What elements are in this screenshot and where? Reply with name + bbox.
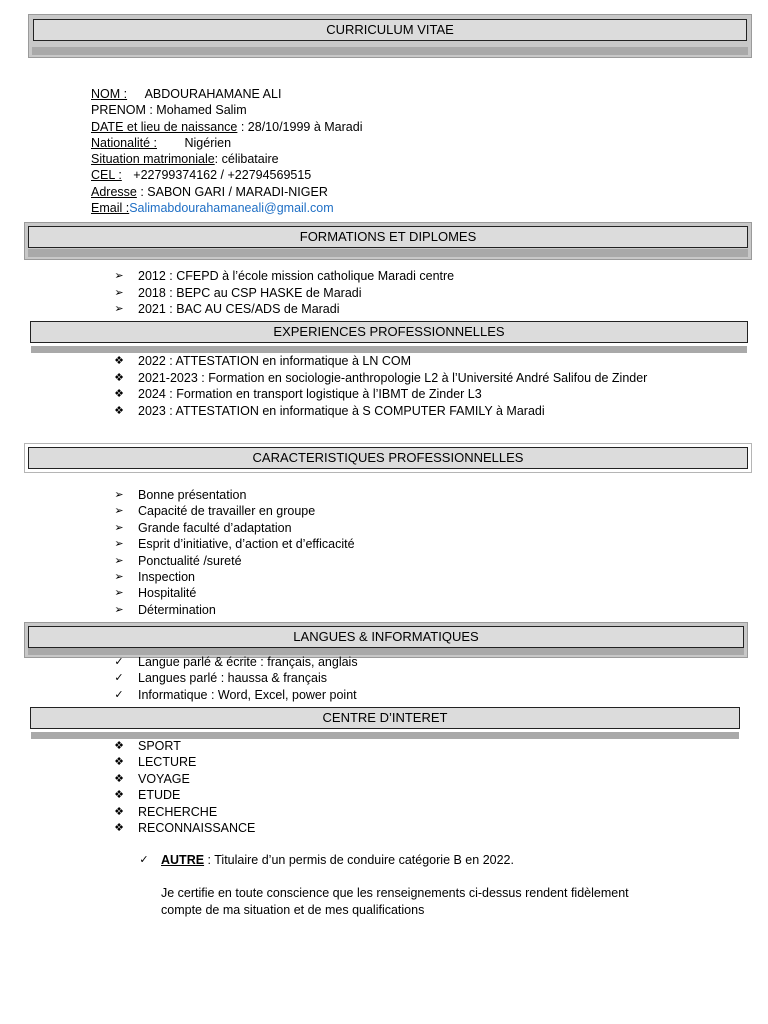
list-item: RECONNAISSANCE <box>138 821 256 835</box>
list-item: Langues parlé : haussa & français <box>138 671 328 686</box>
certification-line-2: compte de ma situation et de mes qualifications <box>161 903 425 917</box>
list-item: LECTURE <box>138 755 197 770</box>
arrow-bullet-icon: ➢ <box>114 285 124 299</box>
list-item: SPORT <box>138 739 181 753</box>
formations-banner <box>24 222 752 260</box>
list-item: 2021 : BAC AU CES/ADS de Maradi <box>138 302 340 316</box>
caracteristiques-title: CARACTERISTIQUES PROFESSIONNELLES <box>28 447 748 469</box>
adresse-label: Adresse <box>91 185 137 199</box>
naissance-label: DATE et lieu de naissance <box>91 120 238 134</box>
diamond-bullet-icon: ❖ <box>114 755 124 769</box>
situation-line <box>91 151 279 167</box>
arrow-bullet-icon: ➢ <box>114 488 124 501</box>
list-item: Détermination <box>138 602 216 617</box>
list-item: Bonne présentation <box>138 488 247 502</box>
nationalite-value: Nigérien <box>184 136 232 150</box>
list-item: Inspection <box>138 570 195 584</box>
diamond-bullet-icon: ❖ <box>114 804 124 818</box>
check-icon: ✓ <box>114 671 124 685</box>
diamond-bullet-icon: ❖ <box>114 403 124 417</box>
cel-label: CEL : <box>91 168 122 182</box>
prenom-value: Mohamed Salim <box>156 103 247 117</box>
diamond-bullet-icon: ❖ <box>114 821 124 834</box>
email-link[interactable]: Salimabdourahamaneali@gmail.com <box>129 201 334 215</box>
cel-line <box>91 167 311 183</box>
autre-text: : Titulaire d’un permis de conduire catégorie B en 2022. <box>204 853 514 867</box>
list-item: VOYAGE <box>138 771 190 786</box>
list-item: 2021-2023 : Formation en sociologie-anthropologie L2 à l’Université André Salifou de Zinder <box>138 370 648 385</box>
naissance-line <box>91 119 362 135</box>
arrow-bullet-icon: ➢ <box>114 537 124 551</box>
banner-shade <box>32 47 748 55</box>
title-banner <box>28 14 752 58</box>
diamond-bullet-icon: ❖ <box>114 387 124 400</box>
list-item: ETUDE <box>138 788 181 803</box>
arrow-bullet-icon: ➢ <box>114 553 124 567</box>
list-item: Informatique : Word, Excel, power point <box>138 687 357 702</box>
adresse-line <box>91 184 328 200</box>
list-item: RECHERCHE <box>138 804 218 819</box>
autre-label: AUTRE <box>161 853 205 867</box>
list-item: Grande faculté d’adaptation <box>138 520 292 535</box>
diamond-bullet-icon: ❖ <box>114 354 124 367</box>
email-line <box>91 200 334 216</box>
arrow-bullet-icon: ➢ <box>114 586 124 600</box>
list-item: 2018 : BEPC au CSP HASKE de Maradi <box>138 285 362 300</box>
autre-line <box>161 852 514 868</box>
list-item: Esprit d’initiative, d’action et d’efficacité <box>138 537 355 552</box>
list-item: Langue parlé & écrite : français, anglais <box>138 655 358 669</box>
banner-shade <box>31 346 747 353</box>
prenom-label: PRENOM : <box>91 103 153 117</box>
list-item: 2024 : Formation en transport logistique à l’IBMT de Zinder L3 <box>138 387 482 401</box>
arrow-bullet-icon: ➢ <box>114 302 124 315</box>
experiences-title: EXPERIENCES PROFESSIONNELLES <box>30 321 748 343</box>
check-icon: ✓ <box>139 853 149 866</box>
arrow-bullet-icon: ➢ <box>114 570 124 583</box>
banner-shade <box>28 249 748 257</box>
experiences-banner <box>28 319 750 353</box>
nom-value: ABDOURAHAMANE ALI <box>144 87 282 101</box>
certification-line-1: Je certifie en toute conscience que les renseignements ci-dessus rendent fidèlement <box>161 886 629 900</box>
list-item: 2023 : ATTESTATION en informatique à S COMPUTER FAMILY à Maradi <box>138 403 545 418</box>
situation-label: Situation matrimoniale <box>91 152 215 166</box>
list-item: Hospitalité <box>138 586 197 601</box>
adresse-value: : SABON GARI / MARADI-NIGER <box>140 185 328 199</box>
formations-title: FORMATIONS ET DIPLOMES <box>28 226 748 248</box>
arrow-bullet-icon: ➢ <box>114 602 124 616</box>
arrow-bullet-icon: ➢ <box>114 269 124 282</box>
list-item: 2022 : ATTESTATION en informatique à LN COM <box>138 354 412 368</box>
nom-label: NOM : <box>91 87 128 101</box>
arrow-bullet-icon: ➢ <box>114 520 124 534</box>
prenom-line <box>91 102 247 118</box>
email-label: Email : <box>91 201 130 215</box>
arrow-bullet-icon: ➢ <box>114 504 124 518</box>
nationalite-line <box>91 135 231 151</box>
cel-value: +22799374162 / +22794569515 <box>133 168 312 182</box>
diamond-bullet-icon: ❖ <box>114 771 124 785</box>
list-item: Capacité de travailler en groupe <box>138 504 316 519</box>
langues-banner <box>24 622 748 658</box>
langues-title: LANGUES & INFORMATIQUES <box>28 626 744 648</box>
check-icon: ✓ <box>114 655 124 668</box>
check-icon: ✓ <box>114 687 124 701</box>
naissance-value: : 28/10/1999 à Maradi <box>240 120 363 134</box>
list-item: Ponctualité /sureté <box>138 553 242 568</box>
diamond-bullet-icon: ❖ <box>114 788 124 802</box>
diamond-bullet-icon: ❖ <box>114 739 124 752</box>
caracteristiques-banner <box>24 443 752 473</box>
list-item: 2012 : CFEPD à l’école mission catholique Maradi centre <box>138 269 455 283</box>
interets-banner <box>28 705 742 739</box>
diamond-bullet-icon: ❖ <box>114 370 124 384</box>
page-title: CURRICULUM VITAE <box>33 19 747 41</box>
situation-value: : célibataire <box>214 152 279 166</box>
nom-line <box>91 86 281 102</box>
nationalite-label: Nationalité : <box>91 136 158 150</box>
interets-title: CENTRE D’INTERET <box>30 707 740 729</box>
banner-shade <box>28 648 744 655</box>
